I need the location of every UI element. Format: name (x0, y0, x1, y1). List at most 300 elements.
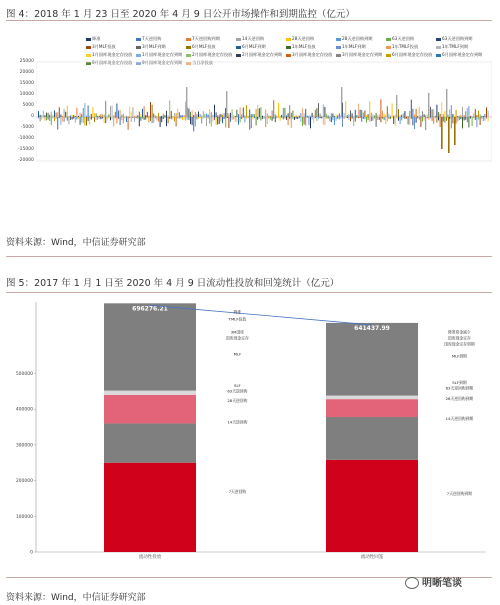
legend-label: 63天逆回购 (392, 36, 415, 41)
legend-label: 1年MLF投放 (292, 44, 316, 49)
fig4-bar (457, 117, 458, 122)
fig4-bar (105, 117, 106, 123)
fig4-bar (355, 117, 356, 122)
fig4-bar (209, 109, 210, 117)
fig4-bar (292, 111, 293, 117)
fig4-bar (88, 105, 89, 117)
fig4-bar (280, 117, 281, 121)
fig5-y-tick-label: 400000 (15, 407, 33, 413)
fig4-bar (230, 117, 231, 122)
fig5-segment-label: 降准 (233, 309, 242, 315)
fig4-title-rule (6, 20, 492, 21)
fig4-bar (270, 117, 271, 120)
fig4-bar (316, 108, 317, 117)
fig4-bar (448, 117, 450, 153)
fig4-bar (171, 117, 172, 119)
fig4-bar (275, 114, 276, 117)
fig4-bar (281, 115, 282, 117)
fig4-bar (446, 117, 447, 121)
fig4-bar (264, 117, 265, 119)
fig4-bar (408, 116, 409, 117)
fig4-bar (273, 117, 274, 119)
fig4-bar (54, 110, 55, 117)
fig4-bar (336, 114, 337, 117)
fig4-bar (473, 113, 474, 117)
fig4-bar (227, 117, 228, 118)
fig4-bar (427, 117, 428, 118)
fig4-bar (150, 102, 151, 117)
legend-label: 6月MLF投放 (192, 44, 216, 49)
fig5-bar-segment (326, 417, 418, 460)
fig4-bar (331, 117, 332, 122)
fig4-bar (320, 114, 321, 117)
fig4-bar (172, 117, 173, 119)
fig4-bar (56, 117, 57, 119)
fig4-bar (48, 113, 49, 117)
fig4-bar (73, 117, 74, 119)
fig4-bar (467, 117, 468, 122)
fig4-bar (164, 115, 165, 117)
fig4-bar (144, 106, 145, 117)
fig4-bar (240, 117, 241, 122)
fig4-bar (222, 115, 223, 117)
fig4-bar (297, 116, 298, 117)
fig4-bar (243, 117, 244, 118)
fig4-bar (299, 116, 300, 117)
fig4-bar (329, 117, 330, 121)
fig4-bar (134, 116, 135, 117)
fig4-bar (209, 117, 210, 124)
fig4-bar (414, 117, 415, 129)
fig4-bar (403, 113, 404, 117)
fig4-title: 图 4：2018 年 1 月 23 日至 2020 年 4 月 9 日公开市场操作和到期监控（亿元） (6, 9, 355, 20)
fig4-bar (108, 117, 109, 119)
fig4-bar (443, 117, 444, 121)
fig4-bar (339, 117, 340, 119)
fig4-bar (131, 112, 132, 117)
fig4-bar (83, 108, 84, 117)
fig4-bar (158, 117, 159, 122)
fig4-bar (126, 116, 127, 117)
fig4-bar (89, 116, 90, 117)
fig4-bar (324, 117, 325, 125)
fig4-bar (256, 109, 257, 117)
fig4-bar (353, 117, 354, 126)
fig4-bar (384, 113, 385, 117)
fig4-bar (228, 117, 229, 128)
fig4-bar (430, 107, 431, 117)
fig4-bar (217, 115, 218, 117)
fig4-bar (80, 117, 81, 125)
fig4-bar (145, 115, 146, 117)
fig4-bar (310, 117, 311, 128)
fig4-bar (96, 117, 97, 120)
legend-label: 降准 (92, 36, 101, 41)
fig5-segment-label: 3M国库 (230, 329, 245, 335)
fig4-bar (475, 109, 476, 117)
fig5-segment-label: MLF (233, 351, 242, 357)
fig4-y-tick: 25000 (19, 59, 34, 64)
fig4-bar (400, 115, 401, 117)
fig4-bar (110, 106, 111, 117)
fig4-bar (60, 117, 61, 125)
fig4-bar (75, 116, 76, 117)
fig4-bar (248, 117, 249, 118)
fig4-bottom-rule (6, 256, 492, 257)
fig4-bar (200, 114, 201, 117)
fig4-bar (52, 115, 53, 117)
fig4-bar (171, 111, 172, 117)
fig4-bar (214, 105, 215, 117)
legend-label: 28天逆回购到期 (342, 36, 373, 41)
fig4-bar (236, 110, 237, 117)
fig4-bar (323, 104, 324, 117)
fig4-bar (467, 108, 468, 117)
legend-label: 当日净投放 (192, 60, 213, 65)
fig4-bar (51, 112, 52, 117)
fig4-bar (270, 116, 271, 117)
fig4-bar (310, 116, 311, 117)
fig4-bar (347, 115, 348, 117)
fig4-bar (350, 117, 351, 121)
fig4-bar (424, 117, 425, 121)
fig4-bar (88, 117, 89, 121)
fig4-bar (192, 110, 193, 117)
fig4-bar (353, 116, 354, 117)
fig5-segment-label: 7天逆回购到期 (446, 490, 473, 496)
fig4-bar (44, 115, 45, 117)
fig4-bar (468, 106, 469, 117)
legend-label: 3月国库现金定存投放 (292, 52, 333, 57)
fig4-bar (252, 117, 253, 119)
fig4-bar (190, 117, 191, 124)
fig4-bar (97, 117, 98, 120)
fig4-bar (60, 114, 61, 117)
fig5-segment-label: 国库现金定存 (448, 335, 471, 341)
fig4-bar (272, 117, 273, 121)
fig4-bar (291, 117, 292, 128)
fig4-bar (235, 116, 236, 117)
fig5-title-rule (6, 292, 492, 293)
fig4-bar (390, 116, 391, 117)
fig5-segment-label: 14天逆回购 (227, 419, 248, 425)
fig4-bar (43, 117, 44, 118)
fig4-bar (128, 117, 129, 130)
fig4-bar (422, 117, 423, 122)
fig4-bar (427, 114, 428, 117)
fig4-bar (40, 117, 41, 121)
fig4-bar (155, 117, 156, 118)
fig4-bar (84, 103, 85, 117)
fig4-bar (251, 114, 252, 117)
fig4-bar (134, 117, 135, 122)
fig4-bar (361, 110, 362, 117)
legend-label: 3月国库现金定存到期 (342, 52, 383, 57)
fig4-bar (369, 117, 370, 122)
fig4-bar (129, 107, 130, 117)
fig4-bar (254, 117, 255, 118)
fig4-bar (94, 113, 95, 117)
fig4-bar (48, 117, 49, 120)
fig4-bar (64, 117, 65, 122)
fig4-bar (43, 111, 44, 117)
fig4-bar (152, 117, 153, 123)
fig4-bar (76, 117, 77, 119)
fig4-bar (241, 114, 242, 117)
fig4-bar (140, 117, 141, 121)
fig4-bar (393, 117, 394, 124)
fig4-bar (107, 117, 108, 119)
fig4-bar (120, 117, 121, 125)
fig4-bar (67, 117, 68, 121)
fig5-bar-segment (326, 399, 418, 417)
fig4-bar (321, 117, 322, 118)
fig4-bar (452, 114, 453, 117)
fig4-bar (312, 117, 313, 120)
fig5-title: 图 5：2017 年 1 月 1 日至 2020 年 4 月 9 日流动性投放和回笼统计（亿元） (6, 278, 340, 289)
fig4-bar (440, 114, 441, 117)
fig4-bar (204, 114, 205, 117)
fig4-y-tick: -5000 (20, 125, 34, 130)
fig4-bar (422, 111, 423, 117)
fig4-bar (384, 117, 385, 120)
fig4-bar (216, 112, 217, 117)
fig4-bar (366, 117, 367, 123)
fig4-bar (329, 116, 330, 117)
fig4-bar (401, 117, 402, 120)
fig4-bar (80, 113, 81, 117)
fig4-bar (118, 110, 119, 117)
fig5-bar-segment (326, 323, 418, 396)
fig4-bar (424, 114, 425, 117)
fig4-bar (262, 117, 263, 119)
fig4-bar (62, 116, 63, 117)
fig4-bar (320, 117, 321, 118)
fig4-bar (300, 113, 301, 117)
fig4-bar (364, 111, 365, 117)
fig4-bar (49, 117, 50, 121)
fig5-segment-label: 国库现金定存 (226, 335, 249, 341)
fig4-bar (284, 117, 285, 118)
fig4-bar (84, 117, 85, 126)
fig4-bar (124, 117, 125, 118)
fig4-bar (129, 117, 130, 118)
fig4-bar (172, 116, 173, 117)
fig4-bar (342, 117, 343, 127)
fig4-bar (174, 117, 175, 121)
fig4-bar (273, 100, 274, 117)
fig4-bar (363, 113, 364, 117)
fig4-bar (446, 89, 447, 117)
fig4-bar (403, 117, 404, 118)
fig4-bar (355, 110, 356, 117)
fig4-bar (182, 115, 183, 117)
fig4-bar (136, 117, 137, 118)
fig4-bar (226, 91, 227, 117)
fig4-bar (300, 117, 301, 122)
fig4-bar (113, 117, 114, 127)
fig4-bar (398, 109, 399, 117)
fig4-bar (380, 99, 381, 117)
fig4-bar (92, 107, 93, 117)
fig4-bar (371, 117, 372, 121)
fig4-bar (332, 114, 333, 117)
fig4-bar (459, 117, 460, 120)
fig4-bar (374, 116, 375, 117)
fig4-bar (46, 117, 47, 120)
fig4-bar (358, 117, 359, 118)
fig4-bar (286, 115, 287, 117)
legend-label: 7天逆回购 (142, 36, 162, 41)
fig4-bar (188, 117, 189, 120)
fig4-bar (291, 113, 292, 117)
fig4-bar (228, 114, 229, 117)
fig4-bar (380, 117, 381, 122)
fig4-bar (486, 107, 487, 117)
fig4-bar (265, 110, 266, 117)
fig4-bar (308, 117, 309, 125)
fig4-bar (38, 117, 39, 118)
fig4-bar (75, 117, 76, 123)
fig4-bar (267, 113, 268, 117)
fig4-bar (372, 114, 373, 117)
fig4-bar (155, 115, 156, 117)
fig4-bar (260, 117, 261, 121)
fig5-chart (6, 296, 492, 566)
fig4-bar (232, 117, 233, 120)
fig4-bar (385, 115, 386, 117)
fig4-bar (361, 117, 362, 122)
fig4-bar (454, 116, 455, 117)
fig4-bar (398, 117, 399, 121)
fig4-bar (107, 116, 108, 117)
fig4-bar (419, 117, 420, 120)
fig4-bar (105, 101, 106, 117)
fig4-bar (219, 114, 220, 117)
fig4-bar (425, 115, 426, 117)
fig4-y-axis (6, 22, 36, 192)
fig4-bar (257, 105, 258, 117)
fig5-segment-label: 63天逆回购到期 (445, 385, 474, 391)
fig4-bar (307, 116, 308, 117)
fig4-bar (120, 110, 121, 117)
fig4-bar (336, 117, 337, 121)
fig4-bar (480, 114, 481, 117)
fig4-bar (182, 117, 183, 120)
fig4-bar (220, 117, 221, 121)
fig4-bar (283, 117, 284, 119)
fig4-bar (198, 111, 199, 117)
fig4-bar (328, 117, 329, 119)
fig4-bar (299, 117, 300, 118)
fig4-bar (417, 117, 418, 118)
fig4-bar (396, 117, 397, 119)
fig5-y-tick-label: 300000 (15, 443, 33, 449)
fig4-bar (436, 105, 437, 117)
fig4-plot (36, 22, 492, 192)
fig4-bar (54, 117, 55, 121)
fig4-y-tick: 20000 (19, 70, 34, 75)
fig4-bar (456, 110, 457, 117)
fig4-bar (435, 117, 436, 118)
fig4-bar (318, 117, 319, 119)
fig4-bar (379, 114, 380, 117)
fig5-category-label: 流动性回笼 (360, 555, 384, 560)
fig4-bar (233, 117, 234, 119)
fig4-bar (217, 117, 218, 124)
fig4-bar (118, 117, 119, 119)
fig4-bar (230, 113, 231, 117)
fig4-bar (64, 109, 65, 117)
fig4-bar (488, 111, 489, 117)
fig4-bar (347, 117, 348, 118)
fig4-y-tick: -20000 (18, 158, 34, 163)
fig4-bar (99, 117, 100, 119)
legend-label: 2月国库现金定存投放 (192, 52, 233, 57)
fig4-bar (184, 117, 185, 120)
fig4-bar (201, 115, 202, 117)
fig4-bar (100, 114, 101, 117)
fig4-bar (304, 117, 305, 124)
fig4-bar (235, 117, 236, 122)
fig4-bar (305, 117, 306, 125)
fig4-bar (115, 112, 116, 117)
fig4-bar (73, 115, 74, 117)
fig4-bar (387, 106, 388, 117)
fig4-bar (256, 117, 257, 125)
fig4-bar (435, 116, 436, 117)
fig4-bar (345, 101, 346, 117)
fig4-bar (388, 114, 389, 117)
fig4-bar (67, 106, 68, 117)
fig4-bar (324, 107, 325, 117)
fig4-bar (94, 117, 95, 122)
fig4-bar (459, 116, 460, 117)
fig4-bar (186, 87, 187, 117)
fig4-bar (470, 116, 471, 117)
fig4-bar (128, 116, 129, 117)
fig5-segment-label: 7天逆回购 (228, 489, 247, 495)
fig4-bar (337, 117, 338, 119)
fig4-bar (187, 117, 188, 120)
fig4-bar (104, 117, 105, 123)
fig4-bar (356, 115, 357, 117)
fig4-bar (216, 117, 217, 125)
fig4-bar (179, 117, 180, 119)
fig4-bar (356, 117, 357, 118)
fig4-bar (140, 114, 141, 117)
fig4-bar (68, 117, 69, 124)
fig4-bar (348, 117, 349, 120)
fig4-bar (78, 116, 79, 117)
fig4-bar (206, 117, 207, 126)
fig4-bar (177, 109, 178, 117)
fig5-segment-label: 14天逆回购到期 (445, 415, 474, 421)
fig5-bar-segment (104, 303, 196, 390)
fig4-bar (382, 117, 383, 119)
fig4-bar (116, 117, 117, 123)
legend-label: 1年TMLF到期 (442, 44, 469, 49)
fig4-bar (160, 116, 161, 117)
legend-label: 2月国库现金定存到期 (242, 52, 283, 57)
fig4-bar (115, 117, 116, 118)
fig4-bar (68, 116, 69, 117)
fig4-bar (268, 116, 269, 117)
fig4-bar (200, 117, 201, 118)
fig4-bar (126, 117, 127, 122)
fig4-bar (326, 114, 327, 117)
fig4-bar (480, 117, 481, 125)
